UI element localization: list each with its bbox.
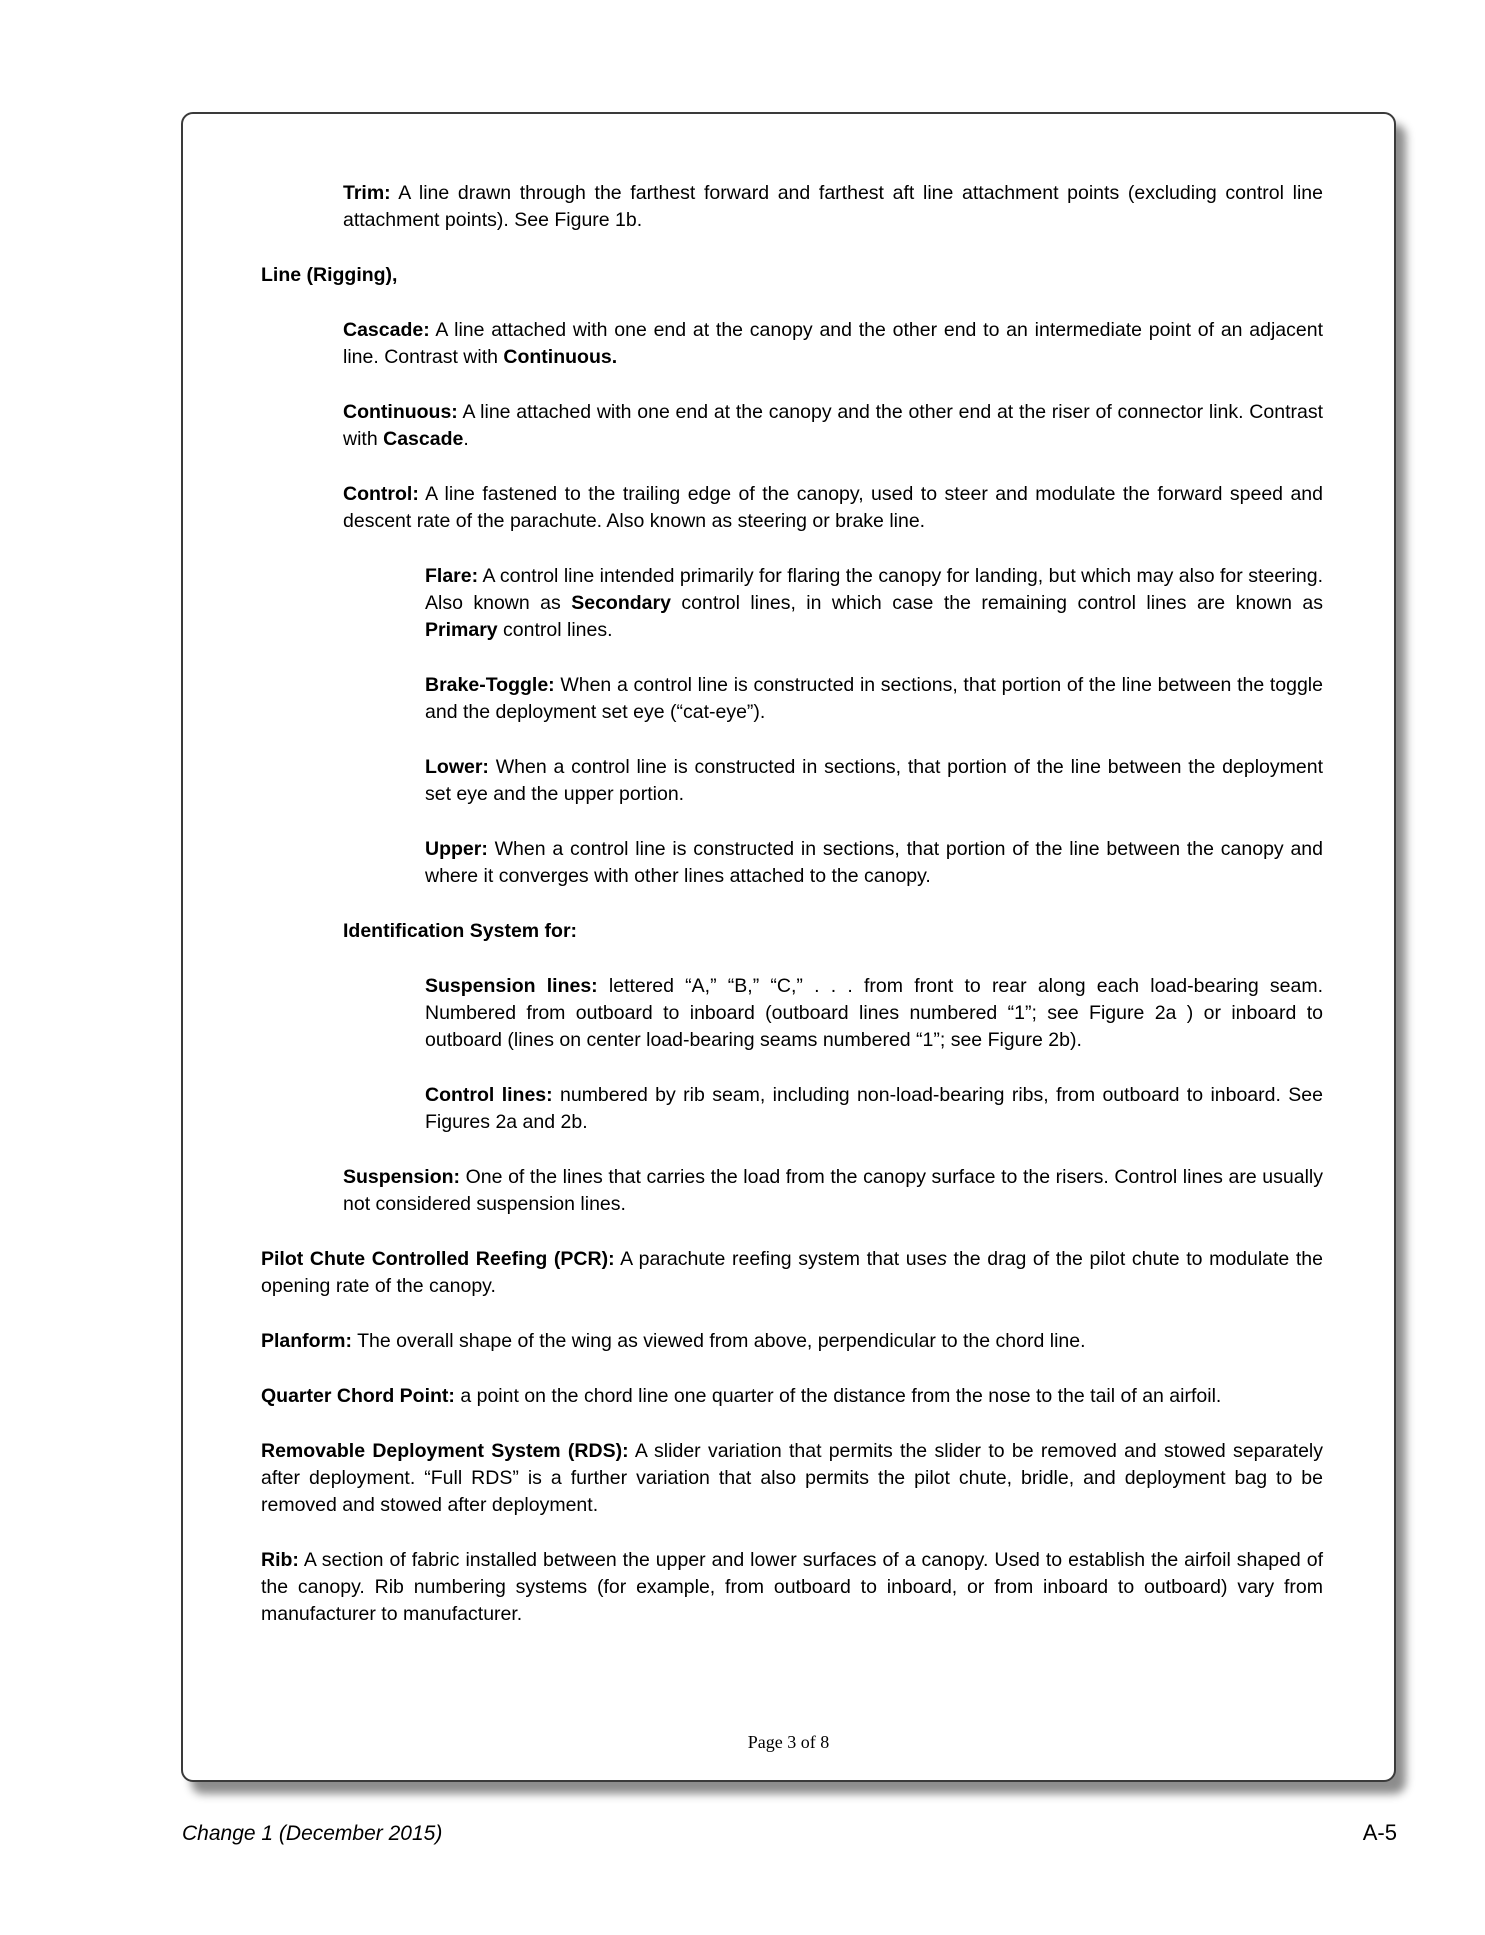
entry-rds: Removable Deployment System (RDS): A slider variation that permits the slider to be removed and stowed separately after deployment. “Full RDS” is a further variation that also permits the pilot chute, bridle, and deployment bag to be removed and stowed after deployment. [261,1440,1324,1516]
entry-suspension-lines: Suspension lines: lettered “A,” “B,” “C,” . . . from front to rear along each load-bearing seam. Numbered from outboard to inboard (outboard lines numbered “1”; see Figure 2a ) or inboard to outboard (lines on center load-bearing seams numbered “1”; see Figure 2b). [425,975,1323,1051]
entry-trim: Trim: A line drawn through the farthest forward and farthest aft line attachment points (excluding control line attachment points). See Figure 1b. [343,182,1323,231]
entry-flare: Flare: A control line intended primarily for flaring the canopy for landing, but which may also for steering. Also known as Secondary control lines, in which case the remaining control lines are known as Primary control lines. [425,565,1323,641]
page-number: Page 3 of 8 [747,1732,830,1752]
glossary-content [261,180,1323,1656]
entry-quarter-chord-point: Quarter Chord Point: a point on the chord line one quarter of the distance from the nose to the tail of an airfoil. [261,1385,1222,1407]
entry-continuous: Continuous: A line attached with one end at the canopy and the other end at the riser of connector link. Contrast with Cascade. [343,401,1323,450]
entry-planform: Planform: The overall shape of the wing as viewed from above, perpendicular to the chord line. [261,1330,1086,1352]
entry-cascade: Cascade: A line attached with one end at the canopy and the other end to an intermediate point of an adjacent line. Contrast with Continuous. [343,319,1323,368]
entry-rib: Rib: A section of fabric installed between the upper and lower surfaces of a canopy. Used to establish the airfoil shaped of the canopy. Rib numbering systems (for example, from outboard to inboard, or from inboard to outboard) vary from manufacturer to manufacturer. [261,1549,1323,1625]
entry-control: Control: A line fastened to the trailing edge of the canopy, used to steer and modulate the forward speed and descent rate of the parachute. Also known as steering or brake line. [343,483,1323,532]
page-frame [181,112,1396,1782]
entry-suspension: Suspension: One of the lines that carries the load from the canopy surface to the risers. Control lines are usually not considered suspension lines. [343,1166,1323,1215]
entry-control-lines: Control lines: numbered by rib seam, including non-load-bearing ribs, from outboard to inboard. See Figures 2a and 2b. [425,1084,1323,1133]
entry-pcr: Pilot Chute Controlled Reefing (PCR): A parachute reefing system that uses the drag of the pilot chute to modulate the opening rate of the canopy. [261,1248,1323,1297]
footer-change-note: Change 1 (December 2015) [182,1822,443,1845]
entry-line-rigging: Line (Rigging), [261,264,398,286]
entry-upper: Upper: When a control line is constructed in sections, that portion of the line between the canopy and where it converges with other lines attached to the canopy. [425,838,1323,887]
entry-lower: Lower: When a control line is constructed in sections, that portion of the line between the deployment set eye and the upper portion. [425,756,1323,805]
entry-brake-toggle: Brake-Toggle: When a control line is constructed in sections, that portion of the line between the toggle and the deployment set eye (“cat-eye”). [425,674,1323,723]
footer-page-code: A-5 [1362,1820,1397,1845]
entry-identification-system: Identification System for: [343,920,578,942]
